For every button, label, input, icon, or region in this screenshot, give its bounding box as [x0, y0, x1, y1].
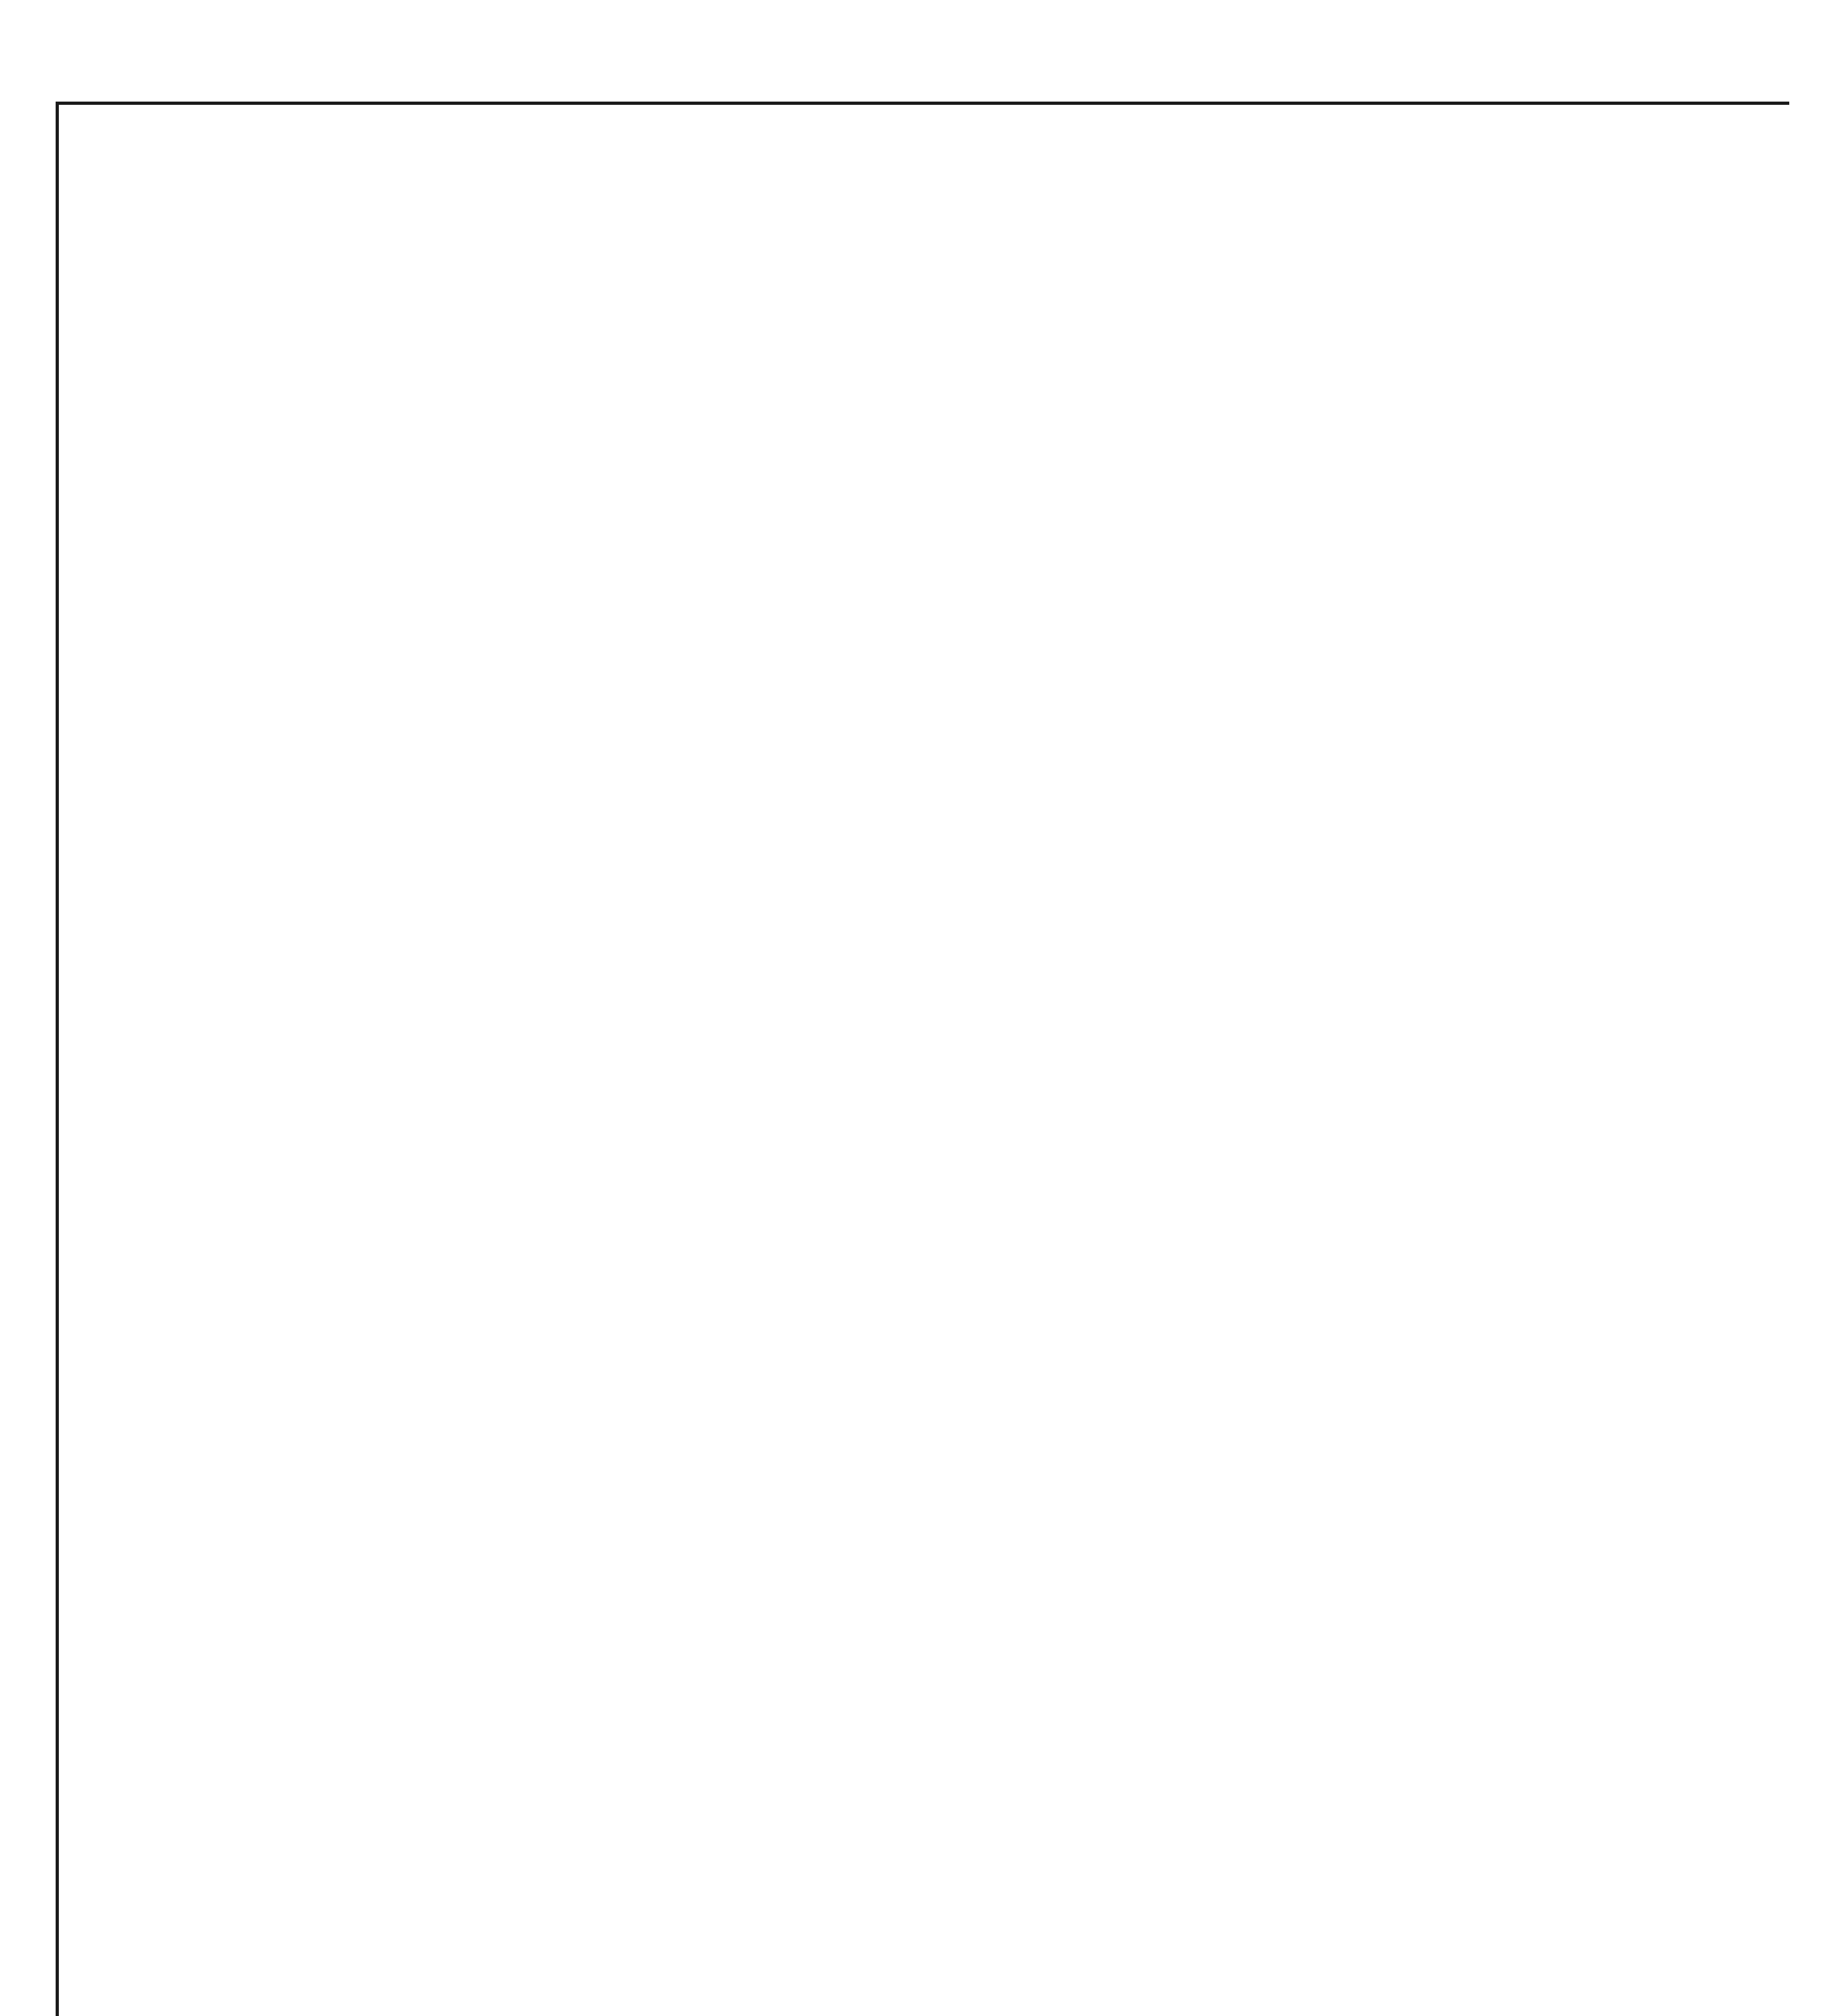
page-frame	[56, 102, 1789, 2016]
column-headers	[113, 210, 1786, 306]
